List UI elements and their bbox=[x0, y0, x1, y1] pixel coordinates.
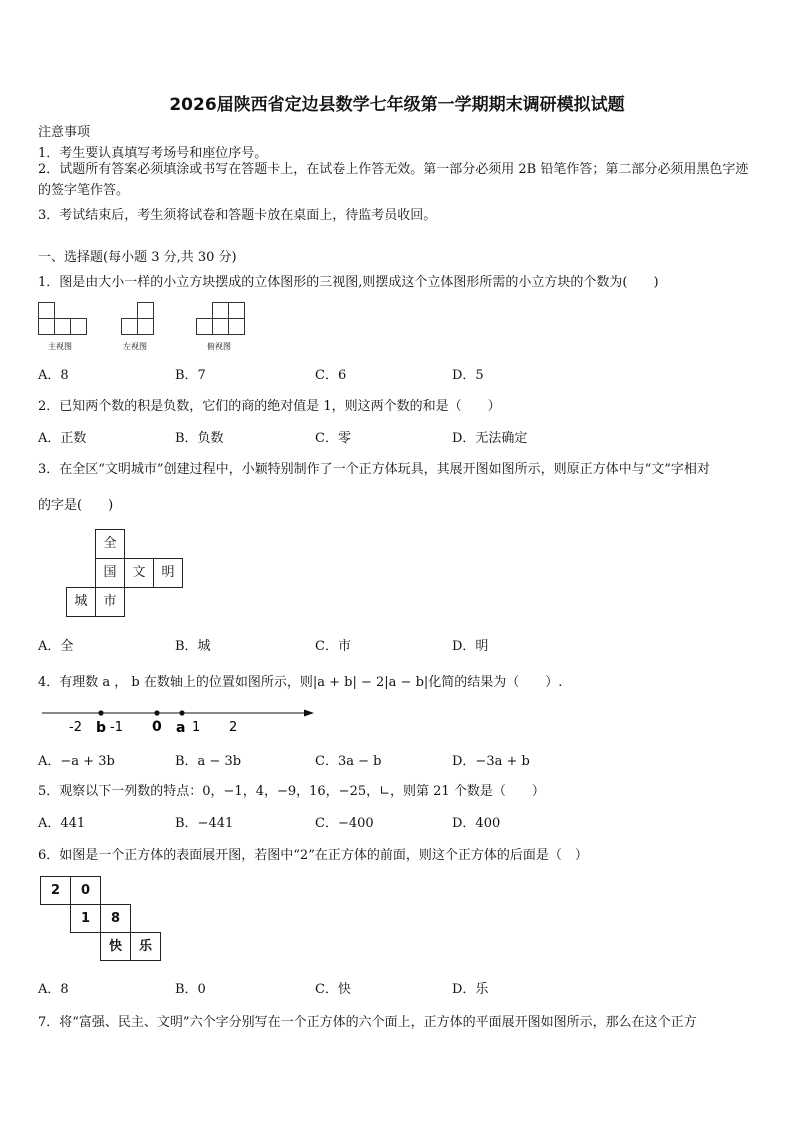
q6-option-b[interactable]: B．0 bbox=[175, 982, 206, 997]
axis-label-neg1: -1 bbox=[110, 720, 123, 735]
question-3-text-line2: 的字是( ) bbox=[38, 498, 114, 513]
axis-label-b: b bbox=[96, 720, 107, 736]
question-4-text: 4．有理数 a ， b 在数轴上的位置如图所示，则|a + b| − 2|a − b|化简的结果为（ ）. bbox=[38, 675, 563, 690]
q3-option-b[interactable]: B．城 bbox=[175, 639, 211, 654]
net-cell-0: 0 bbox=[70, 876, 101, 905]
q5-option-d[interactable]: D．400 bbox=[452, 816, 501, 831]
question-2-text: 2．已知两个数的积是负数，它们的商的绝对值是 1，则这两个数的和是（ ） bbox=[38, 399, 501, 414]
axis-label-1: 1 bbox=[192, 720, 201, 735]
q2-option-d[interactable]: D．无法确定 bbox=[452, 431, 528, 446]
question-6-text: 6．如图是一个正方体的表面展开图，若图中“2”在正方体的前面，则这个正方体的后面是（ ） bbox=[38, 848, 588, 863]
notice-item-2: 2．试题所有答案必须填涂或书写在答题卡上，在试卷上作答无效。第一部分必须用 2B 铅笔作答；第二部分必须用黑色字迹的签字笔作答。 bbox=[38, 162, 749, 198]
net-cell-kuai: 快 bbox=[100, 932, 131, 961]
q4-option-a[interactable]: A．−a + 3b bbox=[38, 754, 115, 769]
net-cell-8: 8 bbox=[100, 904, 131, 933]
net-cell-le: 乐 bbox=[130, 932, 161, 961]
net-cell-guo: 国 bbox=[95, 558, 125, 588]
net-cell-1: 1 bbox=[70, 904, 101, 933]
q6-option-d[interactable]: D．乐 bbox=[452, 982, 489, 997]
q5-option-b[interactable]: B．−441 bbox=[175, 816, 234, 831]
caption-left-view: 左视图 bbox=[123, 342, 147, 351]
question-5-text: 5．观察以下一列数的特点：0，−1，4，−9，16，−25，∟，则第 21 个数是（ ） bbox=[38, 784, 545, 799]
net-cell-2: 2 bbox=[40, 876, 71, 905]
axis-label-0: 0 bbox=[152, 719, 162, 735]
caption-front-view: 主视图 bbox=[48, 342, 72, 351]
caption-top-view: 俯视图 bbox=[207, 342, 231, 351]
q1-option-a[interactable]: A．8 bbox=[38, 368, 69, 383]
q4-option-b[interactable]: B．a − 3b bbox=[175, 754, 242, 769]
net-cell-cheng: 城 bbox=[66, 587, 96, 617]
q6-option-c[interactable]: C．快 bbox=[315, 982, 351, 997]
q4-option-d[interactable]: D．−3a + b bbox=[452, 754, 530, 769]
question-1-text: 1．图是由大小一样的小立方块摆成的立体图形的三视图,则摆成这个立体图形所需的小立方块的个数为( ) bbox=[38, 275, 659, 290]
net-cell-shi: 市 bbox=[95, 587, 125, 617]
axis-label-2: 2 bbox=[229, 720, 238, 735]
notice-item-1: 1．考生要认真填写考场号和座位序号。 bbox=[38, 146, 268, 161]
q5-option-c[interactable]: C．−400 bbox=[315, 816, 374, 831]
net-cell-wen: 文 bbox=[124, 558, 154, 588]
q2-option-c[interactable]: C．零 bbox=[315, 431, 351, 446]
q2-option-b[interactable]: B．负数 bbox=[175, 431, 224, 446]
q1-option-c[interactable]: C．6 bbox=[315, 368, 347, 383]
q1-option-d[interactable]: D．5 bbox=[452, 368, 484, 383]
q5-option-a[interactable]: A．441 bbox=[38, 816, 86, 831]
net-cell-quan: 全 bbox=[95, 529, 125, 559]
number-line bbox=[38, 700, 328, 736]
q2-option-a[interactable]: A．正数 bbox=[38, 431, 87, 446]
axis-label-neg2: -2 bbox=[69, 720, 82, 735]
q1-option-b[interactable]: B．7 bbox=[175, 368, 206, 383]
q4-option-c[interactable]: C．3a − b bbox=[315, 754, 382, 769]
notice-heading: 注意事项 bbox=[38, 125, 91, 140]
question-7-text: 7．将“富强、民主、文明”六个字分别写在一个正方体的六个面上，正方体的平面展开图如图所示，那么在这个正方 bbox=[38, 1015, 697, 1030]
q3-option-d[interactable]: D．明 bbox=[452, 639, 489, 654]
q3-option-c[interactable]: C．市 bbox=[315, 639, 351, 654]
notice-item-3: 3．考试结束后，考生须将试卷和答题卡放在桌面上，待监考员收回。 bbox=[38, 208, 437, 223]
net-cell-ming: 明 bbox=[153, 558, 183, 588]
page-title: 2026届陕西省定边县数学七年级第一学期期末调研模拟试题 bbox=[169, 95, 625, 115]
axis-label-a: a bbox=[176, 720, 186, 736]
question-3-text-line1: 3．在全区“文明城市”创建过程中，小颖特别制作了一个正方体玩具，其展开图如图所示，则原正方体中与“文”字相对 bbox=[38, 462, 710, 477]
q3-option-a[interactable]: A．全 bbox=[38, 639, 74, 654]
section-heading: 一、选择题(每小题 3 分,共 30 分) bbox=[38, 250, 237, 265]
q6-option-a[interactable]: A．8 bbox=[38, 982, 69, 997]
